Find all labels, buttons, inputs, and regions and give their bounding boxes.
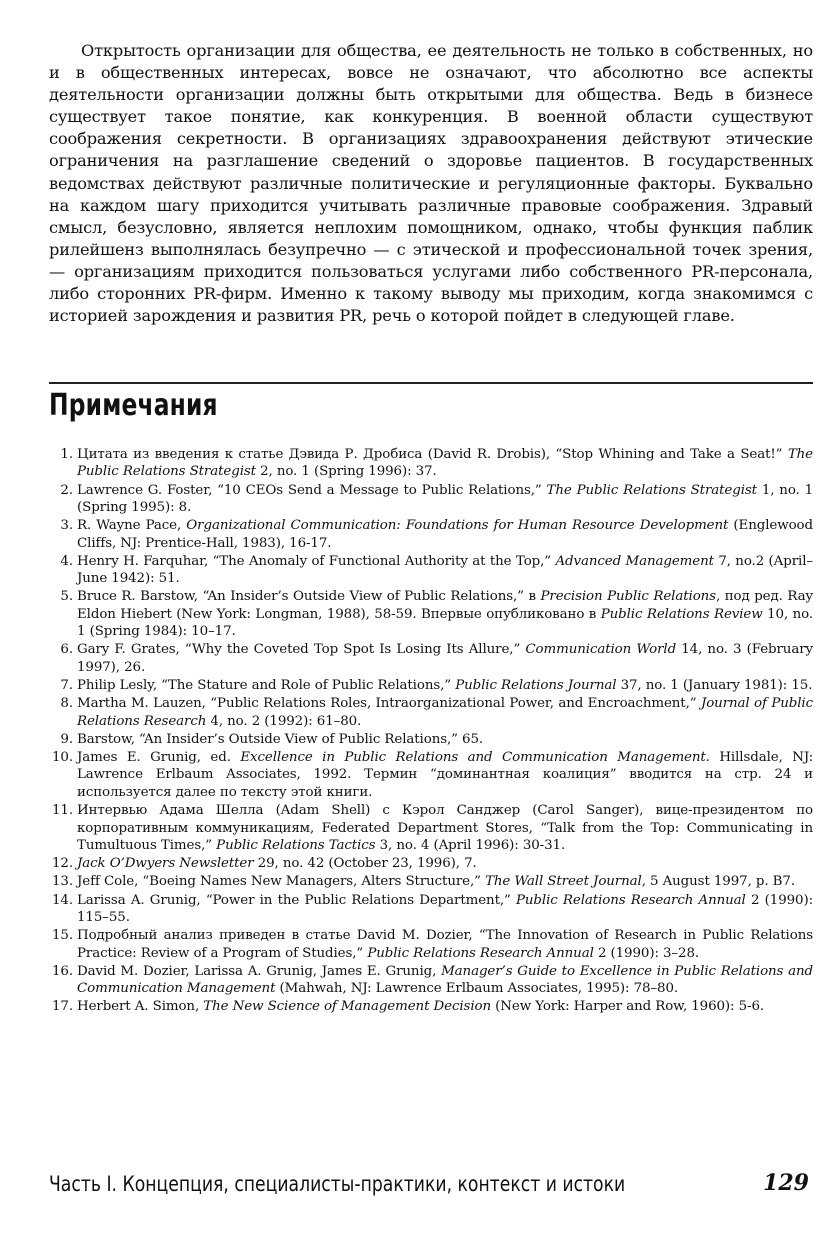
note-number: 13. (52, 874, 73, 890)
note-text (77, 642, 813, 674)
note-italic-title: Communication World (525, 642, 677, 658)
note-item (49, 677, 813, 694)
note-segment: (Englewood Cliffs, NJ: Prentice-Hall, 1983), 16-17. (77, 518, 813, 551)
note-number: 6. (60, 642, 73, 658)
note-number: 9. (60, 731, 73, 747)
note-segment: Jeff Cole, “Boeing Names New Managers, Alters Structure,” (77, 874, 486, 890)
note-text (77, 750, 813, 800)
note-text (77, 678, 812, 693)
note-number: 14. (52, 892, 73, 908)
note-item (49, 482, 813, 517)
note-item (49, 588, 813, 640)
note-text (77, 447, 813, 479)
note-number: 4. (60, 553, 73, 569)
note-number: 15. (52, 928, 73, 944)
note-item (49, 927, 813, 962)
note-number: 17. (52, 999, 73, 1015)
note-text (77, 483, 813, 515)
note-number: 7. (60, 678, 73, 694)
note-number: 3. (60, 518, 73, 534)
note-segment: , под ред. Ray Eldon Hiebert (New York: Longman, 1988), 58-59. Впервые опубликовано в (77, 589, 814, 622)
note-segment: (New York: Harper and Row, 1960): 5-6. (491, 999, 765, 1015)
note-italic-title: The Public Relations Strategist (77, 447, 813, 480)
note-number: 1. (60, 447, 73, 462)
note-segment: Henry H. Farquhar, “The Anomaly of Functional Authority at the Top,” (77, 553, 556, 569)
note-item (49, 873, 813, 890)
section-divider (49, 382, 813, 384)
note-text (77, 589, 813, 639)
note-segment: 2 (1990): 115–55. (77, 892, 813, 925)
note-italic-title: Precision Public Relations (540, 589, 716, 605)
note-segment: Martha M. Lauzen, “Public Relations Roles, Intraorganizational Power, and Encroachment,” (77, 696, 701, 712)
note-segment: Philip Lesly, “The Stature and Role of Public Relations,” (77, 678, 456, 694)
note-segment: Gary F. Grates, “Why the Coveted Top Spot Is Losing Its Allure,” (77, 642, 526, 658)
note-italic-title: The Public Relations Strategist (546, 482, 757, 498)
note-number: 5. (60, 589, 73, 605)
note-text (77, 518, 813, 550)
note-number: 11. (52, 803, 73, 819)
note-italic-title: Advanced Management (555, 553, 714, 569)
note-text (77, 696, 813, 728)
note-segment: David M. Dozier, Larissa A. Grunig, James E. Grunig, (77, 963, 442, 979)
note-text (77, 856, 477, 871)
note-segment: Подробный анализ приведен в статье David M. Dozier, “The Innovation of Research in Public Relations Practice: Review of a Program of Studies,” (77, 928, 813, 961)
note-text (77, 554, 813, 586)
note-italic-title: Public Relations Journal (455, 678, 617, 694)
note-segment: Herbert A. Simon, (77, 999, 204, 1015)
note-item (49, 892, 813, 927)
page-number: 129 (763, 1170, 809, 1196)
note-item (49, 446, 813, 481)
note-segment: 3, no. 4 (April 1996): 30-31. (375, 837, 566, 853)
note-italic-title: Public Relations Tactics (216, 837, 376, 853)
notes-list (49, 446, 813, 1017)
note-italic-title: The New Science of Management Decision (203, 999, 492, 1015)
note-segment: 29, no. 42 (October 23, 1996), 7. (253, 856, 477, 872)
note-italic-title: Jack O’Dwyers Newsletter (77, 856, 254, 872)
note-segment: 2 (1990): 3–28. (593, 945, 700, 961)
notes-heading: Примечания (49, 388, 218, 423)
note-item (49, 695, 813, 730)
note-segment: James E. Grunig, ed. (77, 750, 241, 766)
note-segment: 1, no. 1 (Spring 1995): 8. (77, 482, 814, 516)
note-segment: , 5 August 1997, p. B7. (641, 874, 795, 890)
note-italic-title: The Wall Street Journal (485, 874, 642, 890)
note-segment: R. Wayne Pace, (77, 518, 187, 534)
note-item (49, 517, 813, 552)
note-segment: Интервью Адама Шелла (Adam Shell) с Кэрол Санджер (Carol Sanger), вице-президентом по корпоративным коммуникациям, Federated Department Stores, “Talk from the Top: Communicating in Tumultuous Times,” (77, 803, 813, 853)
note-segment: 2, no. 1 (Spring 1996): 37. (255, 464, 437, 480)
note-number: 16. (52, 963, 73, 979)
note-italic-title: Public Relations Research Annual (516, 892, 746, 908)
note-italic-title: Public Relations Review (600, 606, 763, 622)
note-item (49, 855, 813, 872)
note-item (49, 749, 813, 801)
note-text (77, 803, 813, 853)
note-segment: (Mahwah, NJ: Lawrence Erlbaum Associates, 1995): 78–80. (275, 981, 679, 997)
note-segment: 4, no. 2 (1992): 61–80. (206, 713, 362, 729)
note-text (77, 999, 764, 1014)
note-segment: 14, no. 3 (February 1997), 26. (77, 642, 813, 675)
note-italic-title: Excellence in Public Relations and Communication Management. (240, 750, 710, 766)
note-text (77, 928, 813, 960)
note-segment: 7, no.2 (April–June 1942): 51. (77, 553, 813, 587)
note-number: 2. (60, 482, 73, 498)
note-item (49, 963, 813, 998)
note-text (77, 874, 795, 889)
note-segment: Bruce R. Barstow, “An Insider’s Outside View of Public Relations,” в (77, 589, 541, 605)
note-number: 8. (60, 696, 73, 712)
note-number: 10. (52, 750, 73, 766)
note-item (49, 641, 813, 676)
running-footer-title: Часть I. Концепция, специалисты-практики, контекст и истоки (49, 1172, 626, 1196)
note-number: 12. (52, 856, 73, 872)
note-segment: 10, no. 1 (Spring 1984): 10–17. (77, 606, 813, 640)
note-text (77, 893, 813, 925)
note-segment: Larissa A. Grunig, “Power in the Public Relations Department,” (77, 892, 516, 908)
note-item (49, 553, 813, 588)
note-segment: Hillsdale, NJ: Lawrence Erlbaum Associates, 1992. Термин “доминантная коалиция” вводится на стр. 24 и используется далее по тексту этой книги. (77, 750, 814, 800)
note-segment: Lawrence G. Foster, “10 CEOs Send a Message to Public Relations,” (77, 482, 547, 498)
note-italic-title: Journal of Public Relations Research (77, 696, 814, 729)
note-italic-title: Organizational Communication: Foundations for Human Resource Development (186, 518, 729, 534)
note-item (49, 731, 813, 748)
note-text (77, 964, 813, 996)
note-italic-title: Manager’s Guide to Excellence in Public Relations and Communication Management (77, 963, 813, 997)
note-item (49, 802, 813, 854)
note-segment: 37, no. 1 (January 1981): 15. (616, 678, 813, 694)
note-segment: Barstow, “An Insider’s Outside View of Public Relations,” 65. (77, 731, 484, 747)
note-segment: Цитата из введения к статье Дэвида Р. Дробиса (David R. Drobis), “Stop Whining and Take a Seat!” (77, 447, 788, 462)
note-item (49, 998, 813, 1015)
note-text (77, 732, 483, 747)
note-italic-title: Public Relations Research Annual (367, 945, 594, 961)
body-paragraph: Открытость организации для общества, ее деятельность не только в собственных, но и в общественных интересах, вовсе не означают, что абсолютно все аспекты деятельности организации должны быть открытыми для общества. Ведь в бизнесе существует такое понятие, как конкуренция. В военной области существуют соображения секретности. В организациях здравоохранения действуют этические ограничения на разглашение сведений о здоровье пациентов. В государственных ведомствах действуют различные политические и регуляционные факторы. Буквально на каждом шагу приходится учитывать различные правовые соображения. Здравый смысл, безусловно, является неплохим помощником, однако, чтобы функция паблик рилейшенз выполнялась безупречно — с этической и профессиональной точек зрения, — организациям приходится пользоваться услугами либо собственного PR-персонала, либо сторонних PR-фирм. Именно к такому выводу мы приходим, когда знакомимся с историей зарождения и развития PR, речь о которой пойдет в следующей главе. (49, 41, 813, 326)
